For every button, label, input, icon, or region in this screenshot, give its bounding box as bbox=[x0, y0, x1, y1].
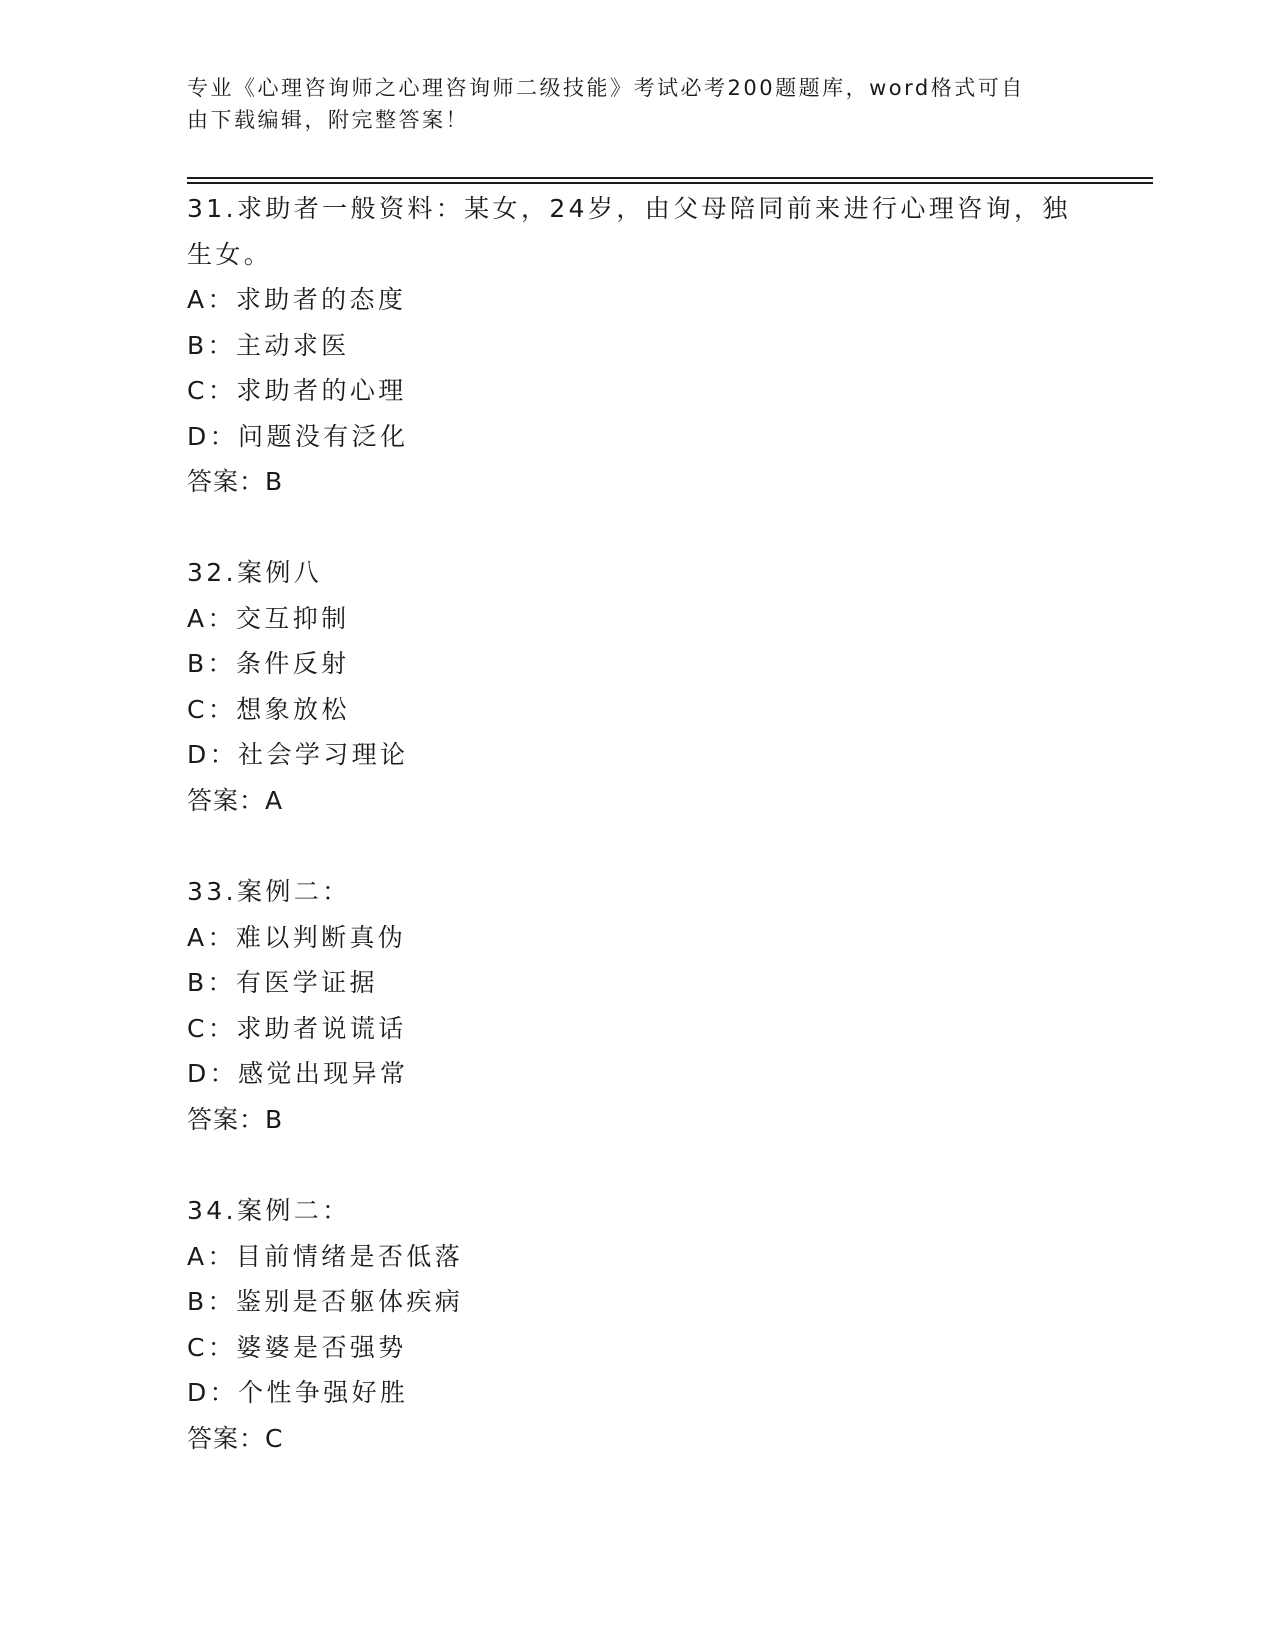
option-c: C：求助者说谎话 bbox=[187, 1013, 407, 1043]
header-rule-bottom bbox=[187, 182, 1153, 184]
question-stem-continued: 生女。 bbox=[187, 239, 273, 269]
question-stem: 31.求助者一般资料：某女，24岁，由父母陪同前来进行心理咨询，独 bbox=[187, 194, 1071, 223]
answer: 答案：C bbox=[187, 1423, 284, 1453]
header-line-2: 由下载编辑，附完整答案！ bbox=[187, 108, 469, 132]
header-rule-top bbox=[187, 177, 1153, 179]
answer: 答案：A bbox=[187, 785, 284, 815]
option-a: A：交互抑制 bbox=[187, 603, 350, 633]
option-a: A：难以判断真伪 bbox=[187, 922, 407, 952]
answer: 答案：B bbox=[187, 1104, 284, 1134]
option-b: B：条件反射 bbox=[187, 649, 350, 678]
question-32 bbox=[187, 550, 1087, 823]
question-33 bbox=[187, 869, 1087, 1142]
option-c: C：婆婆是否强势 bbox=[187, 1332, 407, 1362]
option-d: D：个性争强好胜 bbox=[187, 1378, 409, 1407]
option-c: C：想象放松 bbox=[187, 694, 350, 724]
question-stem: 32.案例八 bbox=[187, 558, 323, 587]
option-a: A：求助者的态度 bbox=[187, 285, 407, 314]
answer: 答案：B bbox=[187, 467, 284, 496]
option-d: D：社会学习理论 bbox=[187, 740, 409, 769]
option-d: D：问题没有泛化 bbox=[187, 421, 409, 451]
option-a: A：目前情绪是否低落 bbox=[187, 1241, 464, 1271]
option-d: D：感觉出现异常 bbox=[187, 1059, 409, 1088]
question-stem: 33.案例二： bbox=[187, 877, 351, 906]
option-c: C：求助者的心理 bbox=[187, 376, 407, 405]
option-b: B：有医学证据 bbox=[187, 968, 378, 997]
question-34 bbox=[187, 1188, 1087, 1461]
option-b: B：主动求医 bbox=[187, 330, 350, 360]
question-stem: 34.案例二： bbox=[187, 1196, 351, 1225]
header-line-1: 专业《心理咨询师之心理咨询师二级技能》考试必考200题题库，word格式可自 bbox=[187, 76, 1025, 100]
question-31 bbox=[187, 186, 1087, 505]
option-b: B：鉴别是否躯体疾病 bbox=[187, 1287, 464, 1316]
document-header bbox=[187, 72, 1067, 136]
